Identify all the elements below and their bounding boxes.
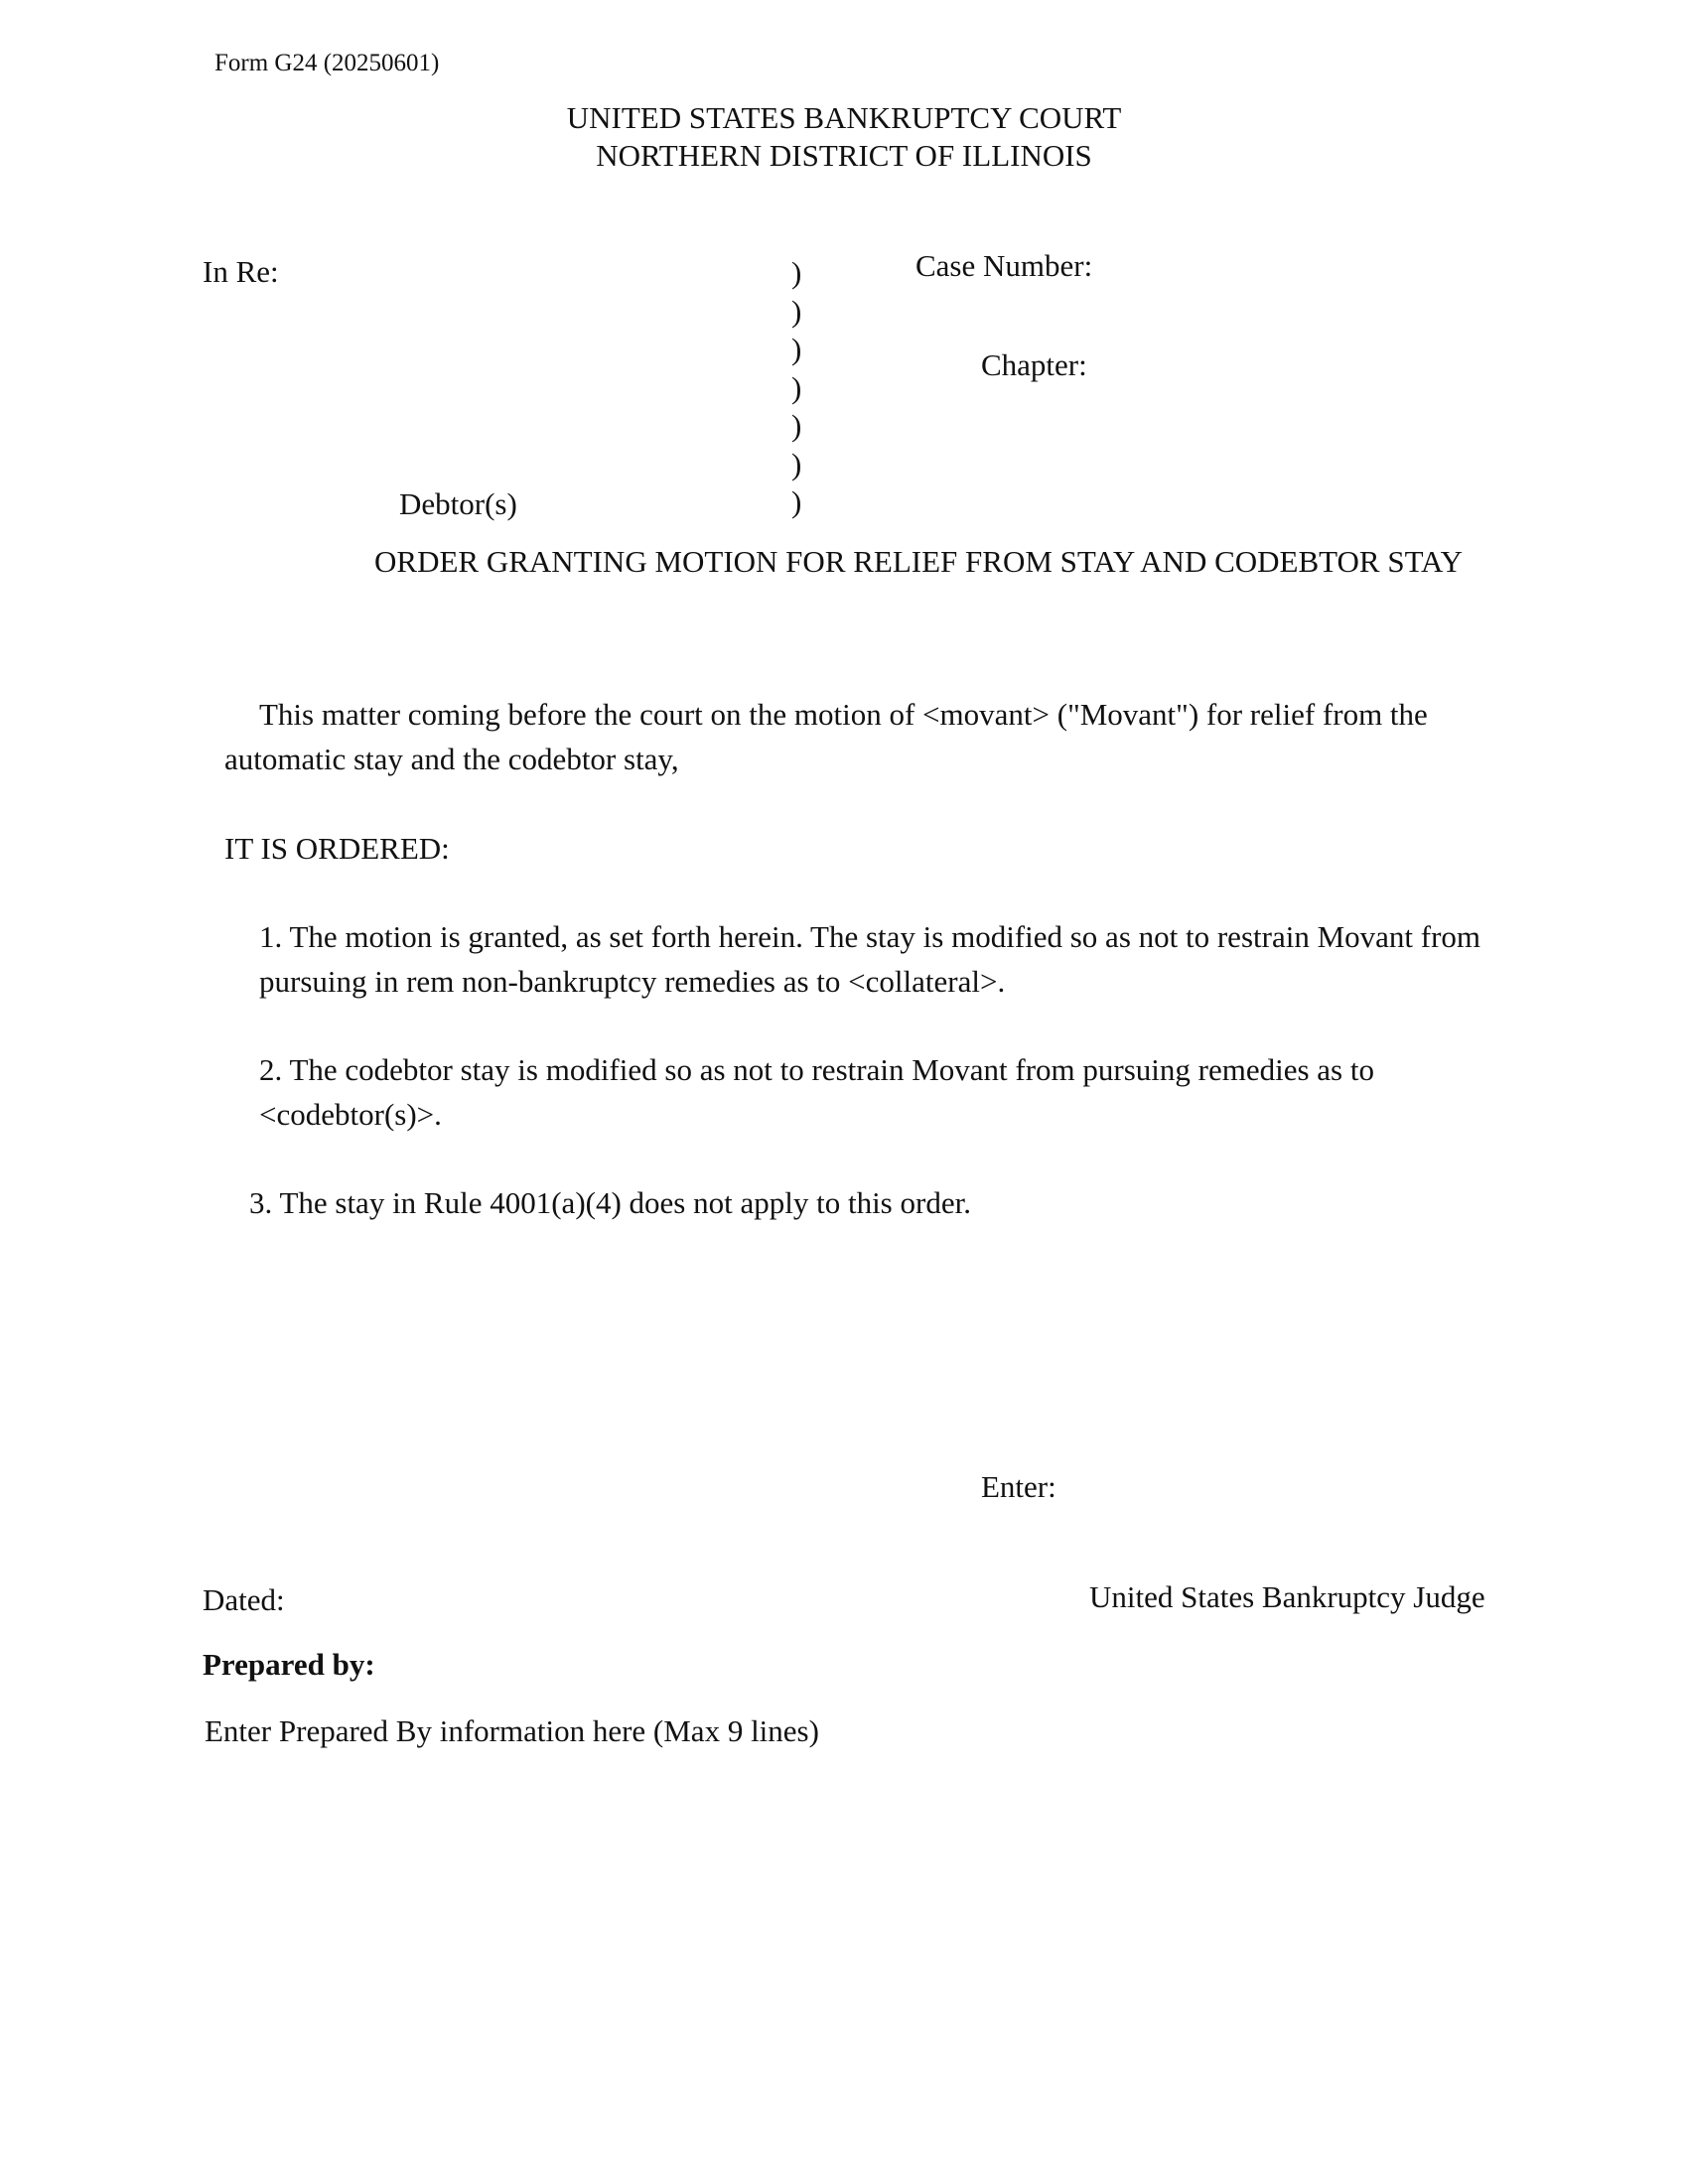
judge-signature-label: United States Bankruptcy Judge — [1089, 1579, 1485, 1614]
prepared-by-label: Prepared by: — [203, 1647, 375, 1682]
in-re-label: In Re: — [203, 254, 279, 289]
order-item-2: 2. The codebtor stay is modified so as not to restrain Movant from pursuing remedies as to <codebtor(s)>. — [259, 1052, 1374, 1132]
debtor-label: Debtor(s) — [399, 486, 517, 521]
caption-paren: ) — [791, 332, 802, 366]
ordered-heading: IT IS ORDERED: — [224, 831, 450, 866]
caption-paren: ) — [791, 484, 802, 519]
order-item-3: 3. The stay in Rule 4001(a)(4) does not apply to this order. — [249, 1185, 971, 1220]
court-name: UNITED STATES BANKRUPTCY COURT — [566, 100, 1122, 135]
prepared-by-info: Enter Prepared By information here (Max 9 lines) — [205, 1713, 819, 1748]
court-district: NORTHERN DISTRICT OF ILLINOIS — [596, 138, 1092, 173]
caption-paren: ) — [791, 369, 802, 405]
caption-paren: ) — [791, 293, 802, 329]
dated-label: Dated: — [203, 1582, 285, 1617]
enter-label: Enter: — [981, 1469, 1056, 1504]
caption-paren: ) — [791, 446, 802, 481]
order-title: ORDER GRANTING MOTION FOR RELIEF FROM STAY AND CODEBTOR STAY — [374, 544, 1463, 579]
caption-paren: ) — [791, 255, 802, 290]
intro-paragraph: This matter coming before the court on the motion of <movant> ("Movant") for relief from the automatic stay and the codebtor stay, — [224, 697, 1428, 776]
caption-parentheses — [791, 254, 811, 522]
chapter-label: Chapter: — [981, 347, 1087, 382]
order-item-1: 1. The motion is granted, as set forth herein. The stay is modified so as not to restrain Movant from pursuing in rem non-bankruptcy remedies as to <collateral>. — [259, 919, 1481, 999]
caption-paren: ) — [791, 408, 802, 443]
form-id: Form G24 (20250601) — [214, 50, 440, 76]
case-number-label: Case Number: — [915, 248, 1093, 283]
